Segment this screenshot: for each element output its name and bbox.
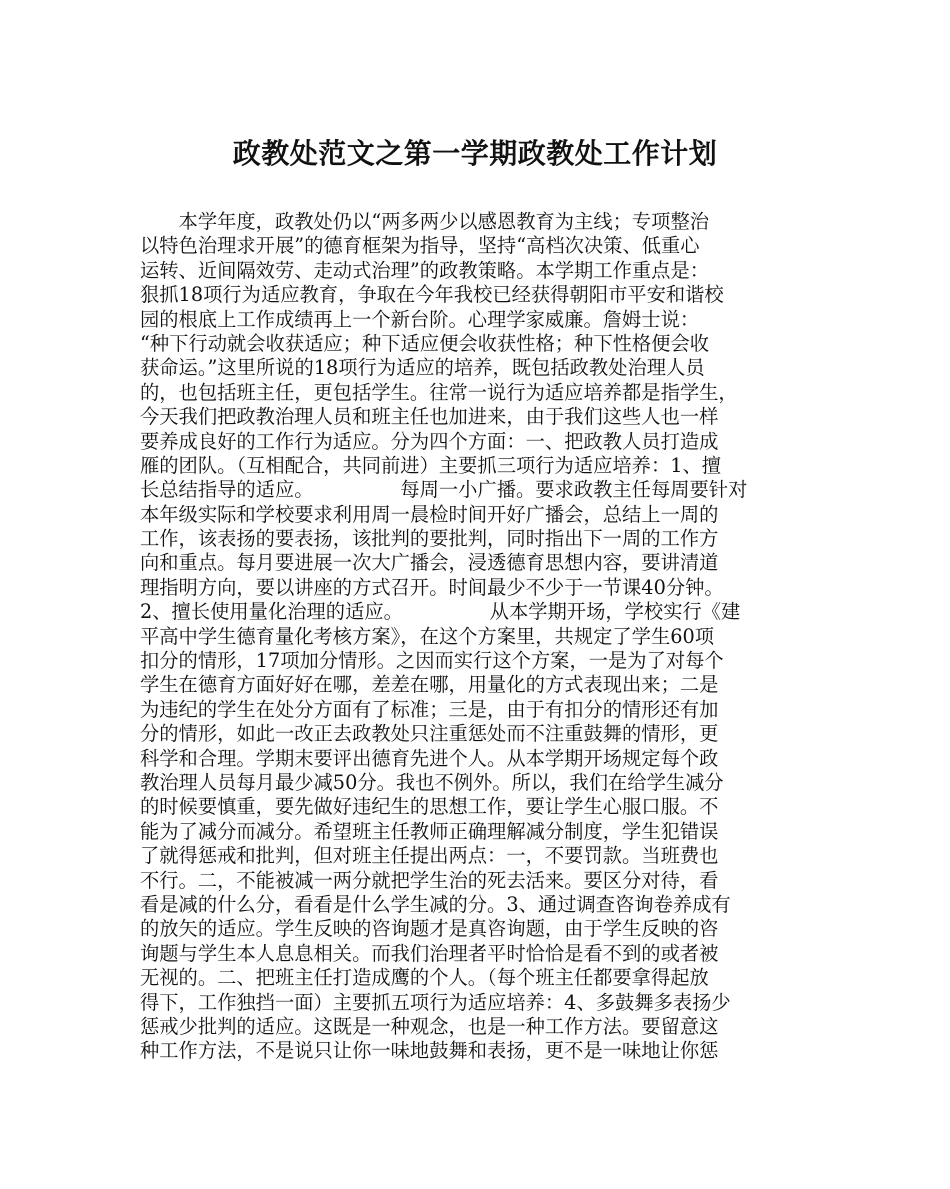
- body-line: 园的根底上工作成绩再上一个新台阶。心理学家威廉。詹姆士说：: [140, 307, 700, 331]
- body-line: 不行。二，不能被减一两分就把学生治的死去活来。要区分对待，看: [140, 868, 719, 892]
- body-line: 平高中学生德育量化考核方案》，在这个方案里，共规定了学生60项: [140, 624, 715, 648]
- body-line: 要养成良好的工作行为适应。分为四个方面：一、把政教人员打造成: [140, 429, 719, 453]
- body-line: 今天我们把政教治理人员和班主任也加进来，由于我们这些人也一样: [140, 405, 719, 429]
- body-line: 惩戒少批判的适应。这既是一种观念，也是一种工作方法。要留意这: [140, 1014, 719, 1038]
- document-body: [140, 210, 808, 1070]
- body-line: 获命运。”这里所说的18项行为适应的培养，既包括政教处治理人员: [140, 356, 705, 380]
- document-title: 政教处范文之第一学期政教处工作计划: [232, 137, 718, 170]
- body-line: 的放矢的适应。学生反映的咨询题才是真咨询题，由于学生反映的咨: [140, 917, 719, 941]
- body-line: 长总结指导的适应。 每周一小广播。要求政教主任每周要针对: [140, 478, 748, 502]
- body-line: 看是减的什么分，看看是什么学生减的分。3、通过调查咨询卷养成有: [140, 892, 731, 916]
- body-line: 理指明方向，要以讲座的方式召开。时间最少不少于一节课40分钟。: [140, 575, 724, 599]
- body-line: 学生在德育方面好好在哪，差差在哪，用量化的方式表现出来；二是: [140, 673, 719, 697]
- body-line: 能为了减分而减分。希望班主任教师正确理解减分制度，学生犯错误: [140, 819, 719, 843]
- body-line: 狠抓18项行为适应教育，争取在今年我校已经获得朝阳市平安和谐校: [140, 283, 724, 307]
- body-line: 询题与学生本人息息相关。而我们治理者平时恰恰是看不到的或者被: [140, 941, 719, 965]
- body-line: “种下行动就会收获适应；种下适应便会收获性格；种下性格便会收: [140, 331, 710, 355]
- body-line: 本年级实际和学校要求利用周一晨检时间开好广播会，总结上一周的: [140, 502, 719, 526]
- body-line: 向和重点。每月要进展一次大广播会，浸透德育思想内容，要讲清道: [140, 551, 719, 575]
- body-line: 雁的团队。（互相配合，共同前进）主要抓三项行为适应培养：1、擅: [140, 453, 722, 477]
- body-line: 分的情形，如此一改正去政教处只注重惩处而不注重鼓舞的情形，更: [140, 722, 719, 746]
- body-line: 教治理人员每月最少减50分。我也不例外。所以，我们在给学生减分: [140, 770, 724, 794]
- body-line: 得下，工作独挡一面）主要抓五项行为适应培养：4、多鼓舞多表扬少: [140, 990, 731, 1014]
- body-line: 了就得惩戒和批判，但对班主任提出两点：一，不要罚款。当班费也: [140, 844, 719, 868]
- body-line: 本学年度，政教处仍以“两多两少以感恩教育为主线；专项整治: [140, 210, 710, 233]
- body-line: 为违纪的学生在处分方面有了标准；三是，由于有扣分的情形还有加: [140, 697, 719, 721]
- body-line: 2、擅长使用量化治理的适应。 从本学期开场，学校实行《建: [140, 600, 741, 624]
- body-line: 运转、近间隔效劳、走动式治理”的政教策略。本学期工作重点是：: [140, 258, 710, 282]
- body-line: 的，也包括班主任，更包括学生。往常一说行为适应培养都是指学生，: [140, 380, 738, 404]
- body-line: 种工作方法，不是说只让你一味地鼓舞和表扬，更不是一味地让你惩: [140, 1039, 719, 1063]
- body-line: 科学和合理。学期末要评出德育先进个人。从本学期开场规定每个政: [140, 746, 719, 770]
- body-line: 以特色治理求开展”的德育框架为指导，坚持“高档次决策、低重心: [140, 234, 700, 258]
- body-line: 的时候要慎重，要先做好违纪生的思想工作，要让学生心服口服。不: [140, 795, 719, 819]
- body-line: 工作，该表扬的要表扬，该批判的要批判，同时指出下一周的工作方: [140, 527, 719, 551]
- body-line: 无视的。二、把班主任打造成鹰的个人。（每个班主任都要拿得起放: [140, 966, 709, 990]
- body-line: 扣分的情形，17项加分情形。之因而实行这个方案，一是为了对每个: [140, 649, 724, 673]
